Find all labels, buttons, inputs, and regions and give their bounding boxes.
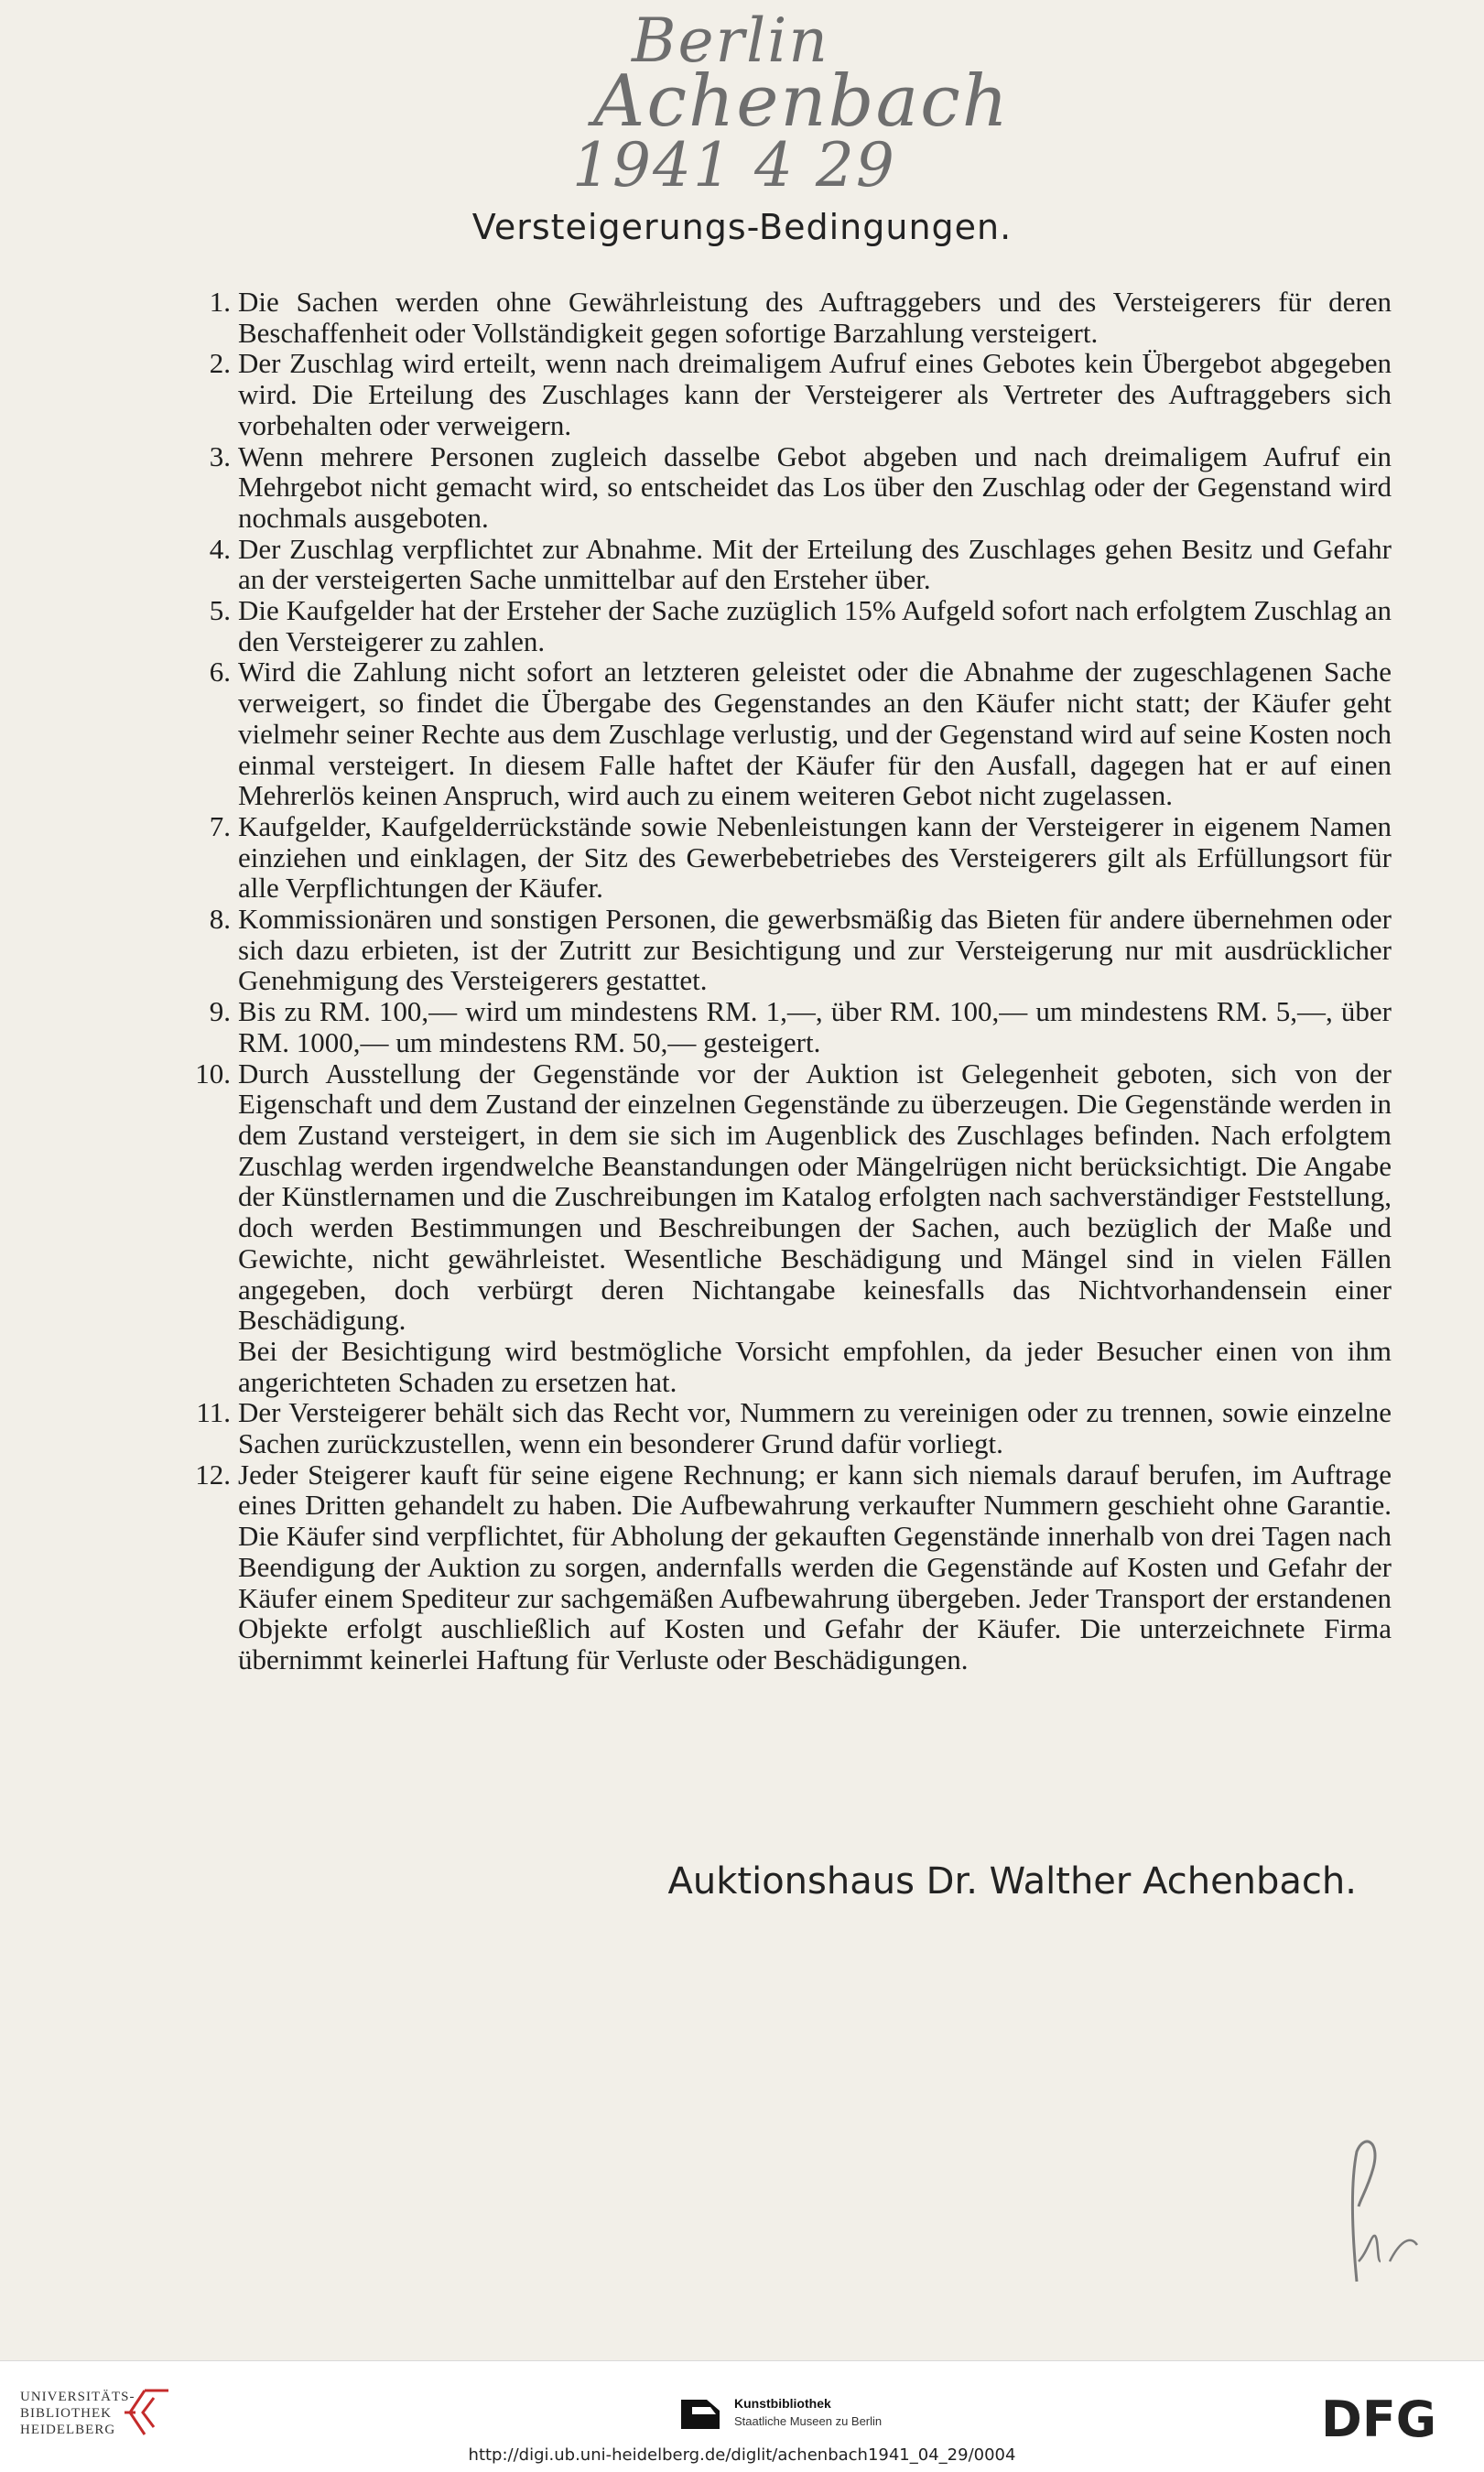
rule-number: 8. bbox=[209, 903, 231, 936]
rule-6 bbox=[174, 656, 1392, 811]
rule-11 bbox=[174, 1397, 1392, 1458]
rule-text: Durch Ausstellung der Gegenstände vor der Auktion ist Gelegenheit geboten, sich von der Eigenschaft und dem Zustand der einzelnen Gegenstände zu überzeugen. Die Gegenstände werden in dem Zustand versteigert, in dem sie sich im Augenblick des Zuschlages befinden. Nach erfolgtem Zuschlag werden irgendwelche Beanstandungen oder Mängelrügen nicht berücksichtigt. Die Angabe der Künstlernamen und die Zuschreibungen im Katalog erfolgten nach sachverständiger Feststellung, doch werden Bestimmungen und Beschreibungen der Sachen, auch bezüglich der Maße und Gewichte, nicht gewährleistet. Wesentliche Beschädigung und Mängel sind in vielen Fällen angegeben, doch verbürgt deren Nichtangabe keinesfalls das Nichtvorhandensein einer Beschädigung. bbox=[238, 1057, 1392, 1337]
page-url[interactable]: http://digi.ub.uni-heidelberg.de/diglit/achenbach1941_04_29/0004 bbox=[468, 2445, 1016, 2465]
handwritten-initial-mark bbox=[1337, 2124, 1437, 2298]
rule-5 bbox=[174, 595, 1392, 656]
university-line-1: UNIVERSITÄTS- bbox=[20, 2390, 135, 2404]
rule-text: Der Zuschlag verpflichtet zur Abnahme. Mit der Erteilung des Zuschlages gehen Besitz und Gefahr an der versteigerten Sache unmittelbar auf den Ersteher über. bbox=[238, 532, 1392, 596]
rule-number: 1. bbox=[209, 286, 231, 318]
university-line-2: BIBLIOTHEK bbox=[20, 2406, 112, 2421]
rule-number: 10. bbox=[195, 1057, 231, 1090]
rule-text-continuation: Bei der Besichtigung wird bestmögliche Vorsicht empfohlen, da jeder Besucher einen von ihm angerichteten Schaden zu ersetzen hat. bbox=[238, 1334, 1392, 1398]
rule-number: 6. bbox=[209, 656, 231, 688]
rule-9 bbox=[174, 996, 1392, 1057]
rule-number: 2. bbox=[209, 347, 231, 380]
handwritten-name: Achenbach bbox=[593, 60, 1010, 143]
university-line-3: HEIDELBERG bbox=[20, 2423, 116, 2437]
rule-7 bbox=[174, 811, 1392, 904]
rule-10 bbox=[174, 1058, 1392, 1398]
rule-3 bbox=[174, 441, 1392, 534]
dfg-logo bbox=[1321, 2392, 1468, 2444]
kunstbibliothek-subtitle: Staatliche Museen zu Berlin bbox=[734, 2414, 883, 2428]
rules-list bbox=[174, 287, 1392, 1675]
kunstbibliothek-title: Kunstbibliothek bbox=[734, 2396, 831, 2411]
rule-12 bbox=[174, 1459, 1392, 1675]
footer bbox=[0, 2360, 1484, 2472]
rule-text: Bis zu RM. 100,— wird um mindestens RM. 1,—, über RM. 100,— um mindestens RM. 5,—, über RM. 1000,— um mindestens RM. 50,— gesteigert. bbox=[238, 995, 1392, 1058]
university-emblem-icon bbox=[117, 2385, 176, 2440]
rule-number: 3. bbox=[209, 439, 231, 472]
rule-number: 9. bbox=[209, 995, 231, 1028]
rule-text: Der Zuschlag wird erteilt, wenn nach dreimaligem Aufruf eines Gebotes kein Übergebot abgegeben wird. Die Erteilung des Zuschlages kann der Versteigerer als Vertreter des Auftraggebers sich vorbehalten oder verweigern. bbox=[238, 347, 1392, 441]
rule-number: 5. bbox=[209, 594, 231, 627]
rule-text: Kaufgelder, Kaufgelderrückstände sowie Nebenleistungen kann der Versteigerer in eigenem Namen einziehen und einklagen, der Sitz des Gewerbebetriebes des Versteigerers gilt als Erfüllungsort für alle Verpflichtungen der Käufer. bbox=[238, 809, 1392, 905]
rule-number: 11. bbox=[196, 1396, 231, 1429]
rule-number: 7. bbox=[209, 809, 231, 842]
rule-1 bbox=[174, 287, 1392, 348]
rule-text: Kommissionären und sonstigen Personen, die gewerbsmäßig das Bieten für andere übernehmen oder sich dazu erbieten, ist der Zutritt zur Besichtigung und zur Versteigerung nur mit ausdrücklicher Genehmigung des Versteigerers gestattet. bbox=[238, 903, 1392, 997]
rule-text: Wird die Zahlung nicht sofort an letzteren geleistet oder die Abnahme der zugeschlagenen Sache verweigert, so findet die Übergabe des Gegenstandes an den Käufer nicht statt; der Käufer geht vielmehr seiner Rechte aus dem Zuschlage verlustig, und der Gegenstand wird auf seine Kosten noch einmal versteigert. In diesem Falle haftet der Käufer für den Ausfall, dagegen hat er auf einen Mehrerlös keinen Anspruch, wird auch zu einem weiteren Gebot nicht zugelassen. bbox=[238, 656, 1392, 812]
rule-text: Die Kaufgelder hat der Ersteher der Sache zuzüglich 15% Aufgeld sofort nach erfolgtem Zuschlag an den Versteigerer zu zahlen. bbox=[238, 594, 1392, 657]
kunstbibliothek-logo bbox=[679, 2392, 883, 2435]
rule-text: Jeder Steigerer kauft für seine eigene Rechnung; er kann sich niemals darauf berufen, im Auftrage eines Dritten gehandelt zu haben. Die Aufbewahrung verkaufter Nummern geschieht ohne Garantie. Die Käufer sind verpflichtet, für Abholung der gekauften Gegenstände innerhalb von drei Tagen nach Beendigung der Auktion zu sorgen, andernfalls werden die Gegenstände auf Kosten und Gefahr der Käufer einem Spediteur zur sachgemäßen Aufbewahrung übergeben. Jeder Transport der erstandenen Objekte erfolgt auschließlich auf Kosten und Gefahr der Käufer. Die unterzeichnete Firma übernimmt keinerlei Haftung für Verluste oder Beschädigungen. bbox=[238, 1458, 1392, 1675]
kunstbibliothek-icon bbox=[679, 2392, 723, 2431]
rule-8 bbox=[174, 904, 1392, 996]
rule-number: 12. bbox=[195, 1458, 231, 1491]
document-title: Versteigerungs-Bedingungen. bbox=[471, 207, 1013, 247]
auction-house-signature: Auktionshaus Dr. Walther Achenbach. bbox=[667, 1860, 1357, 1903]
handwritten-date: 1941 4 29 bbox=[572, 130, 896, 201]
rule-text: Der Versteigerer behält sich das Recht vor, Nummern zu vereinigen oder zu trennen, sowie einzelne Sachen zurückzustellen, wenn ein besonderer Grund dafür vorliegt. bbox=[238, 1396, 1392, 1460]
rule-number: 4. bbox=[209, 532, 231, 565]
handwritten-city: Berlin bbox=[632, 5, 829, 76]
rule-text: Wenn mehrere Personen zugleich dasselbe Gebot abgeben und nach dreimaligem Aufruf ein Mehrgebot nicht gemacht wird, so entscheidet das Los über den Zuschlag oder der Gegenstand wird nochmals ausgeboten. bbox=[238, 439, 1392, 534]
rule-2 bbox=[174, 348, 1392, 440]
rule-4 bbox=[174, 534, 1392, 595]
rule-text: Die Sachen werden ohne Gewährleistung des Auftraggebers und des Versteigerers für deren Beschaffenheit oder Vollständigkeit gegen sofortige Barzahlung versteigert. bbox=[238, 286, 1392, 349]
dfg-text: DFG bbox=[1321, 2392, 1437, 2444]
